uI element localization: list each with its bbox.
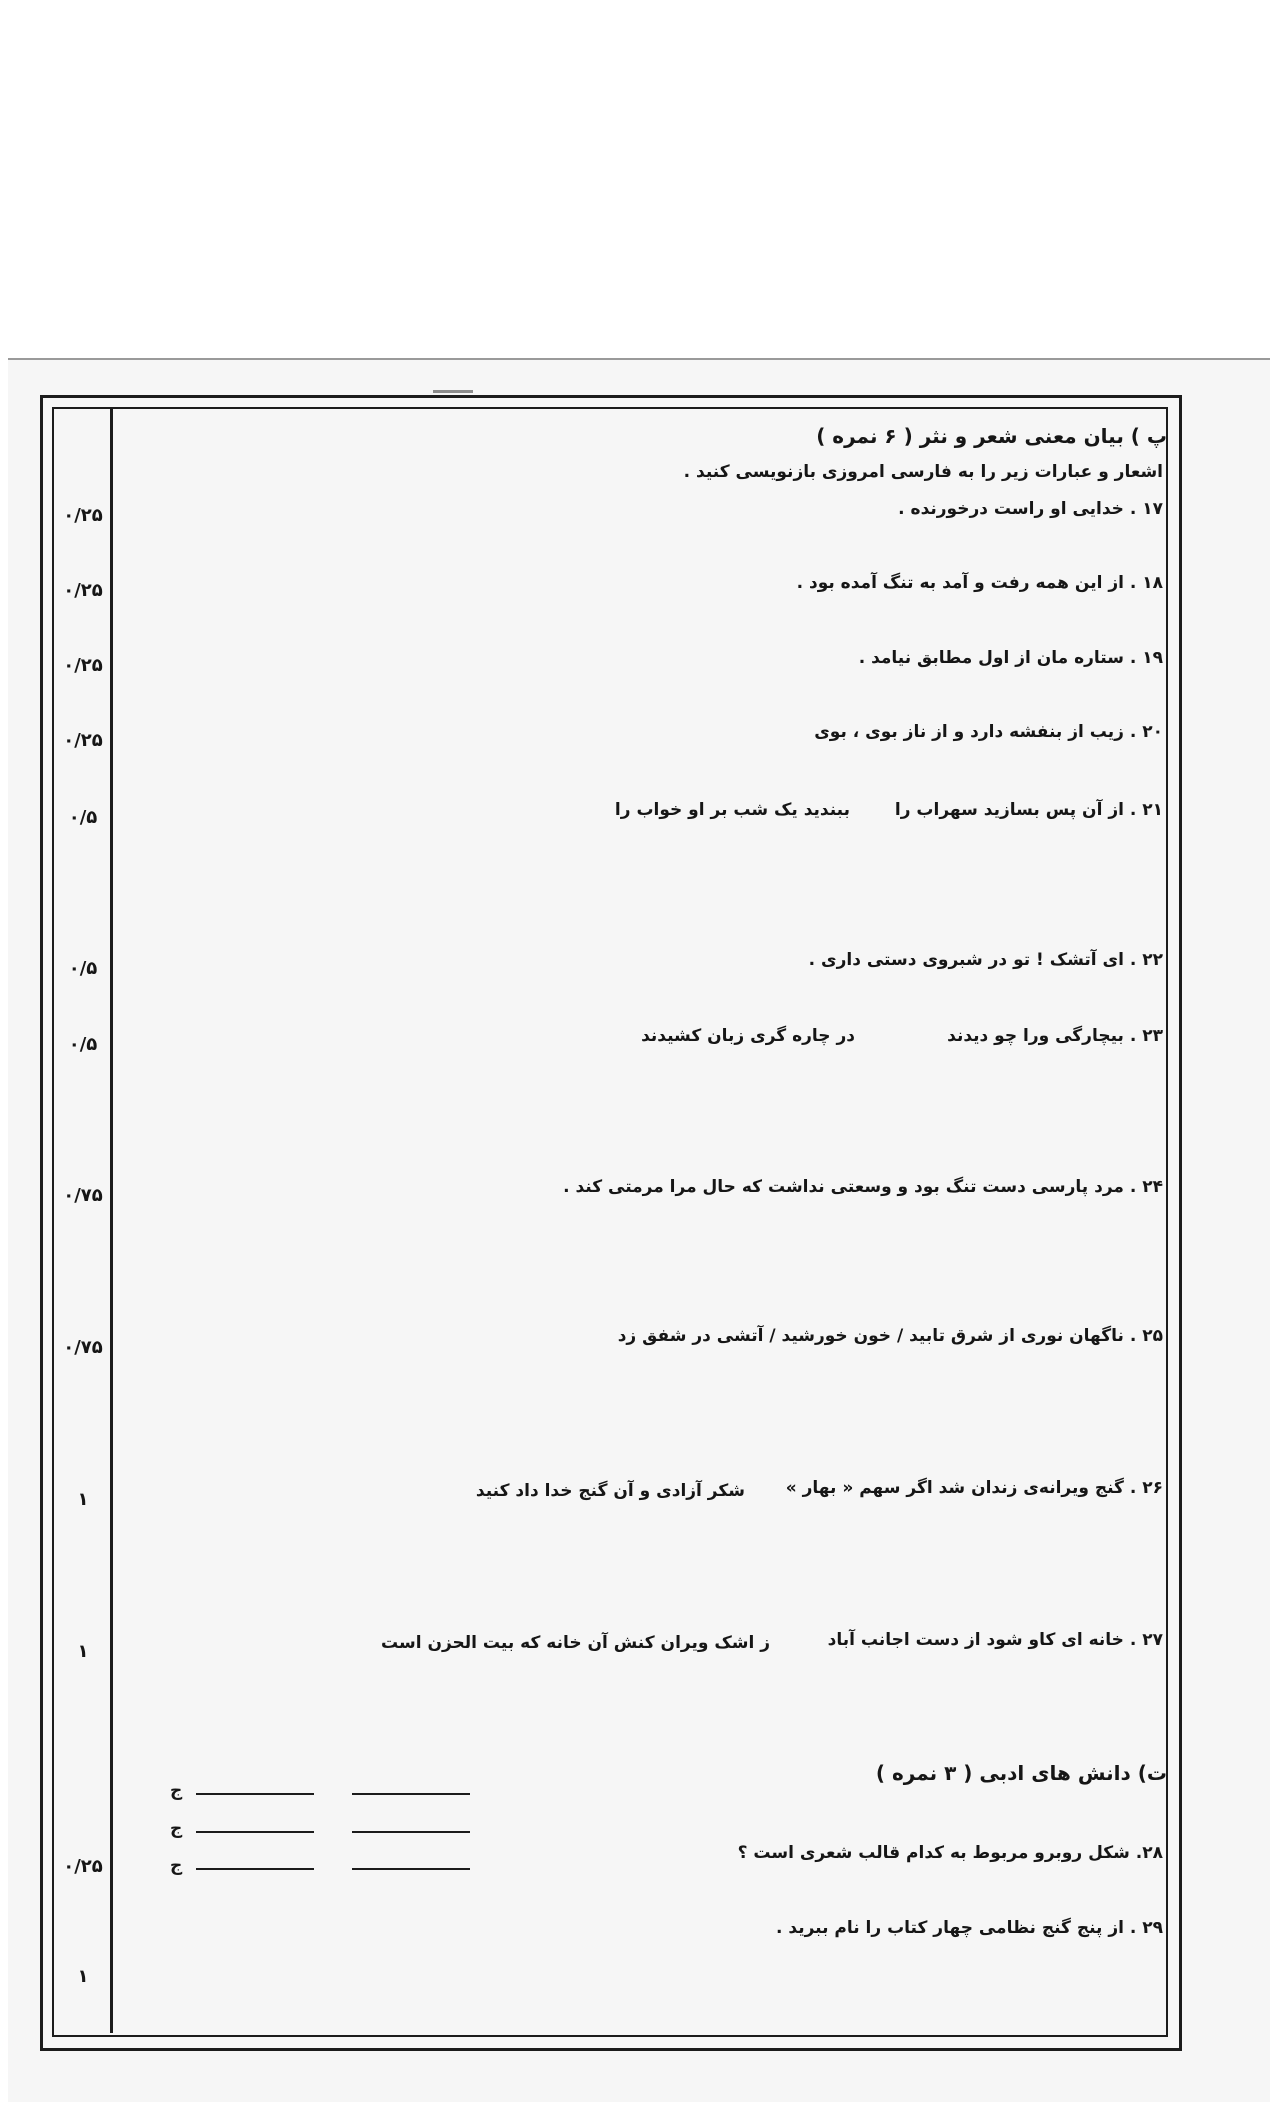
question-21-second-hemistich: ببندید یک شب بر او خواب را xyxy=(614,800,850,820)
score-19: ۰/۲۵ xyxy=(63,655,103,676)
blank-line xyxy=(196,1868,314,1870)
blank-line xyxy=(196,1793,314,1795)
question-24: ۲۴ . مرد پارسی دست تنگ بود و وسعتی نداشت که حال مرا مرمتی کند . xyxy=(563,1177,1163,1197)
blank-line xyxy=(352,1868,470,1870)
question-26: ۲۶ . گنج ویرانه‌ی زندان شد اگر سهم « بهار » xyxy=(785,1478,1163,1498)
section-p-heading: پ ) بیان معنی شعر و نثر ( ۶ نمره ) xyxy=(816,424,1167,448)
question-27: ۲۷ . خانه ای کاو شود از دست اجانب آباد xyxy=(827,1630,1163,1650)
score-23: ۰/۵ xyxy=(68,1034,98,1055)
section-t-heading: ت) دانش های ادبی ( ۳ نمره ) xyxy=(875,1761,1167,1785)
question-23: ۲۳ . بیچارگی ورا چو دیدند xyxy=(947,1026,1163,1046)
blank-line xyxy=(196,1831,314,1833)
score-18: ۰/۲۵ xyxy=(63,580,103,601)
score-25: ۰/۷۵ xyxy=(63,1337,103,1358)
score-column-divider xyxy=(110,409,113,2033)
score-28: ۰/۲۵ xyxy=(63,1856,103,1877)
score-22: ۰/۵ xyxy=(68,958,98,979)
question-21: ۲۱ . از آن پس بسازید سهراب را xyxy=(894,800,1163,820)
question-29: ۲۹ . از پنج گنج نظامی چهار کتاب را نام ببرید . xyxy=(776,1918,1163,1938)
question-25: ۲۵ . ناگهان نوری از شرق تابید / خون خورشید / آتشی در شفق زد xyxy=(617,1326,1163,1346)
score-24: ۰/۷۵ xyxy=(63,1185,103,1206)
question-18: ۱۸ . از این همه رفت و آمد به تنگ آمده بود . xyxy=(796,573,1163,593)
score-29: ۱ xyxy=(77,1966,89,1987)
blank-label: ج xyxy=(170,1781,183,1801)
question-17: ۱۷ . خدایی او راست درخورنده . xyxy=(898,499,1163,519)
blank-label: ج xyxy=(170,1856,183,1876)
question-28: ۲۸. شکل روبرو مربوط به کدام قالب شعری است ؟ xyxy=(737,1843,1163,1863)
score-27: ۱ xyxy=(77,1641,89,1662)
blank-line xyxy=(352,1793,470,1795)
score-17: ۰/۲۵ xyxy=(63,505,103,526)
question-23-second-hemistich: در چاره گری زبان کشیدند xyxy=(641,1026,855,1046)
blank-line xyxy=(352,1831,470,1833)
question-27-second-hemistich: ز اشک ویران کنش آن خانه که بیت الحزن است xyxy=(381,1633,770,1653)
score-21: ۰/۵ xyxy=(68,807,98,828)
question-19: ۱۹ . ستاره مان از اول مطابق نیامد . xyxy=(858,648,1163,668)
question-26-second-hemistich: شکر آزادی و آن گنج خدا داد کنید xyxy=(475,1481,745,1501)
question-22: ۲۲ . ای آتشک ! تو در شبروی دستی داری . xyxy=(808,950,1163,970)
score-20: ۰/۲۵ xyxy=(63,730,103,751)
score-26: ۱ xyxy=(77,1489,89,1510)
section-p-instruction: اشعار و عبارات زیر را به فارسی امروزی بازنویسی کنید . xyxy=(683,462,1163,482)
blank-label: ج xyxy=(170,1819,183,1839)
scan-mark xyxy=(433,390,473,393)
question-20: ۲۰ . زیب از بنفشه دارد و از ناز بوی ، بوی xyxy=(814,722,1163,742)
